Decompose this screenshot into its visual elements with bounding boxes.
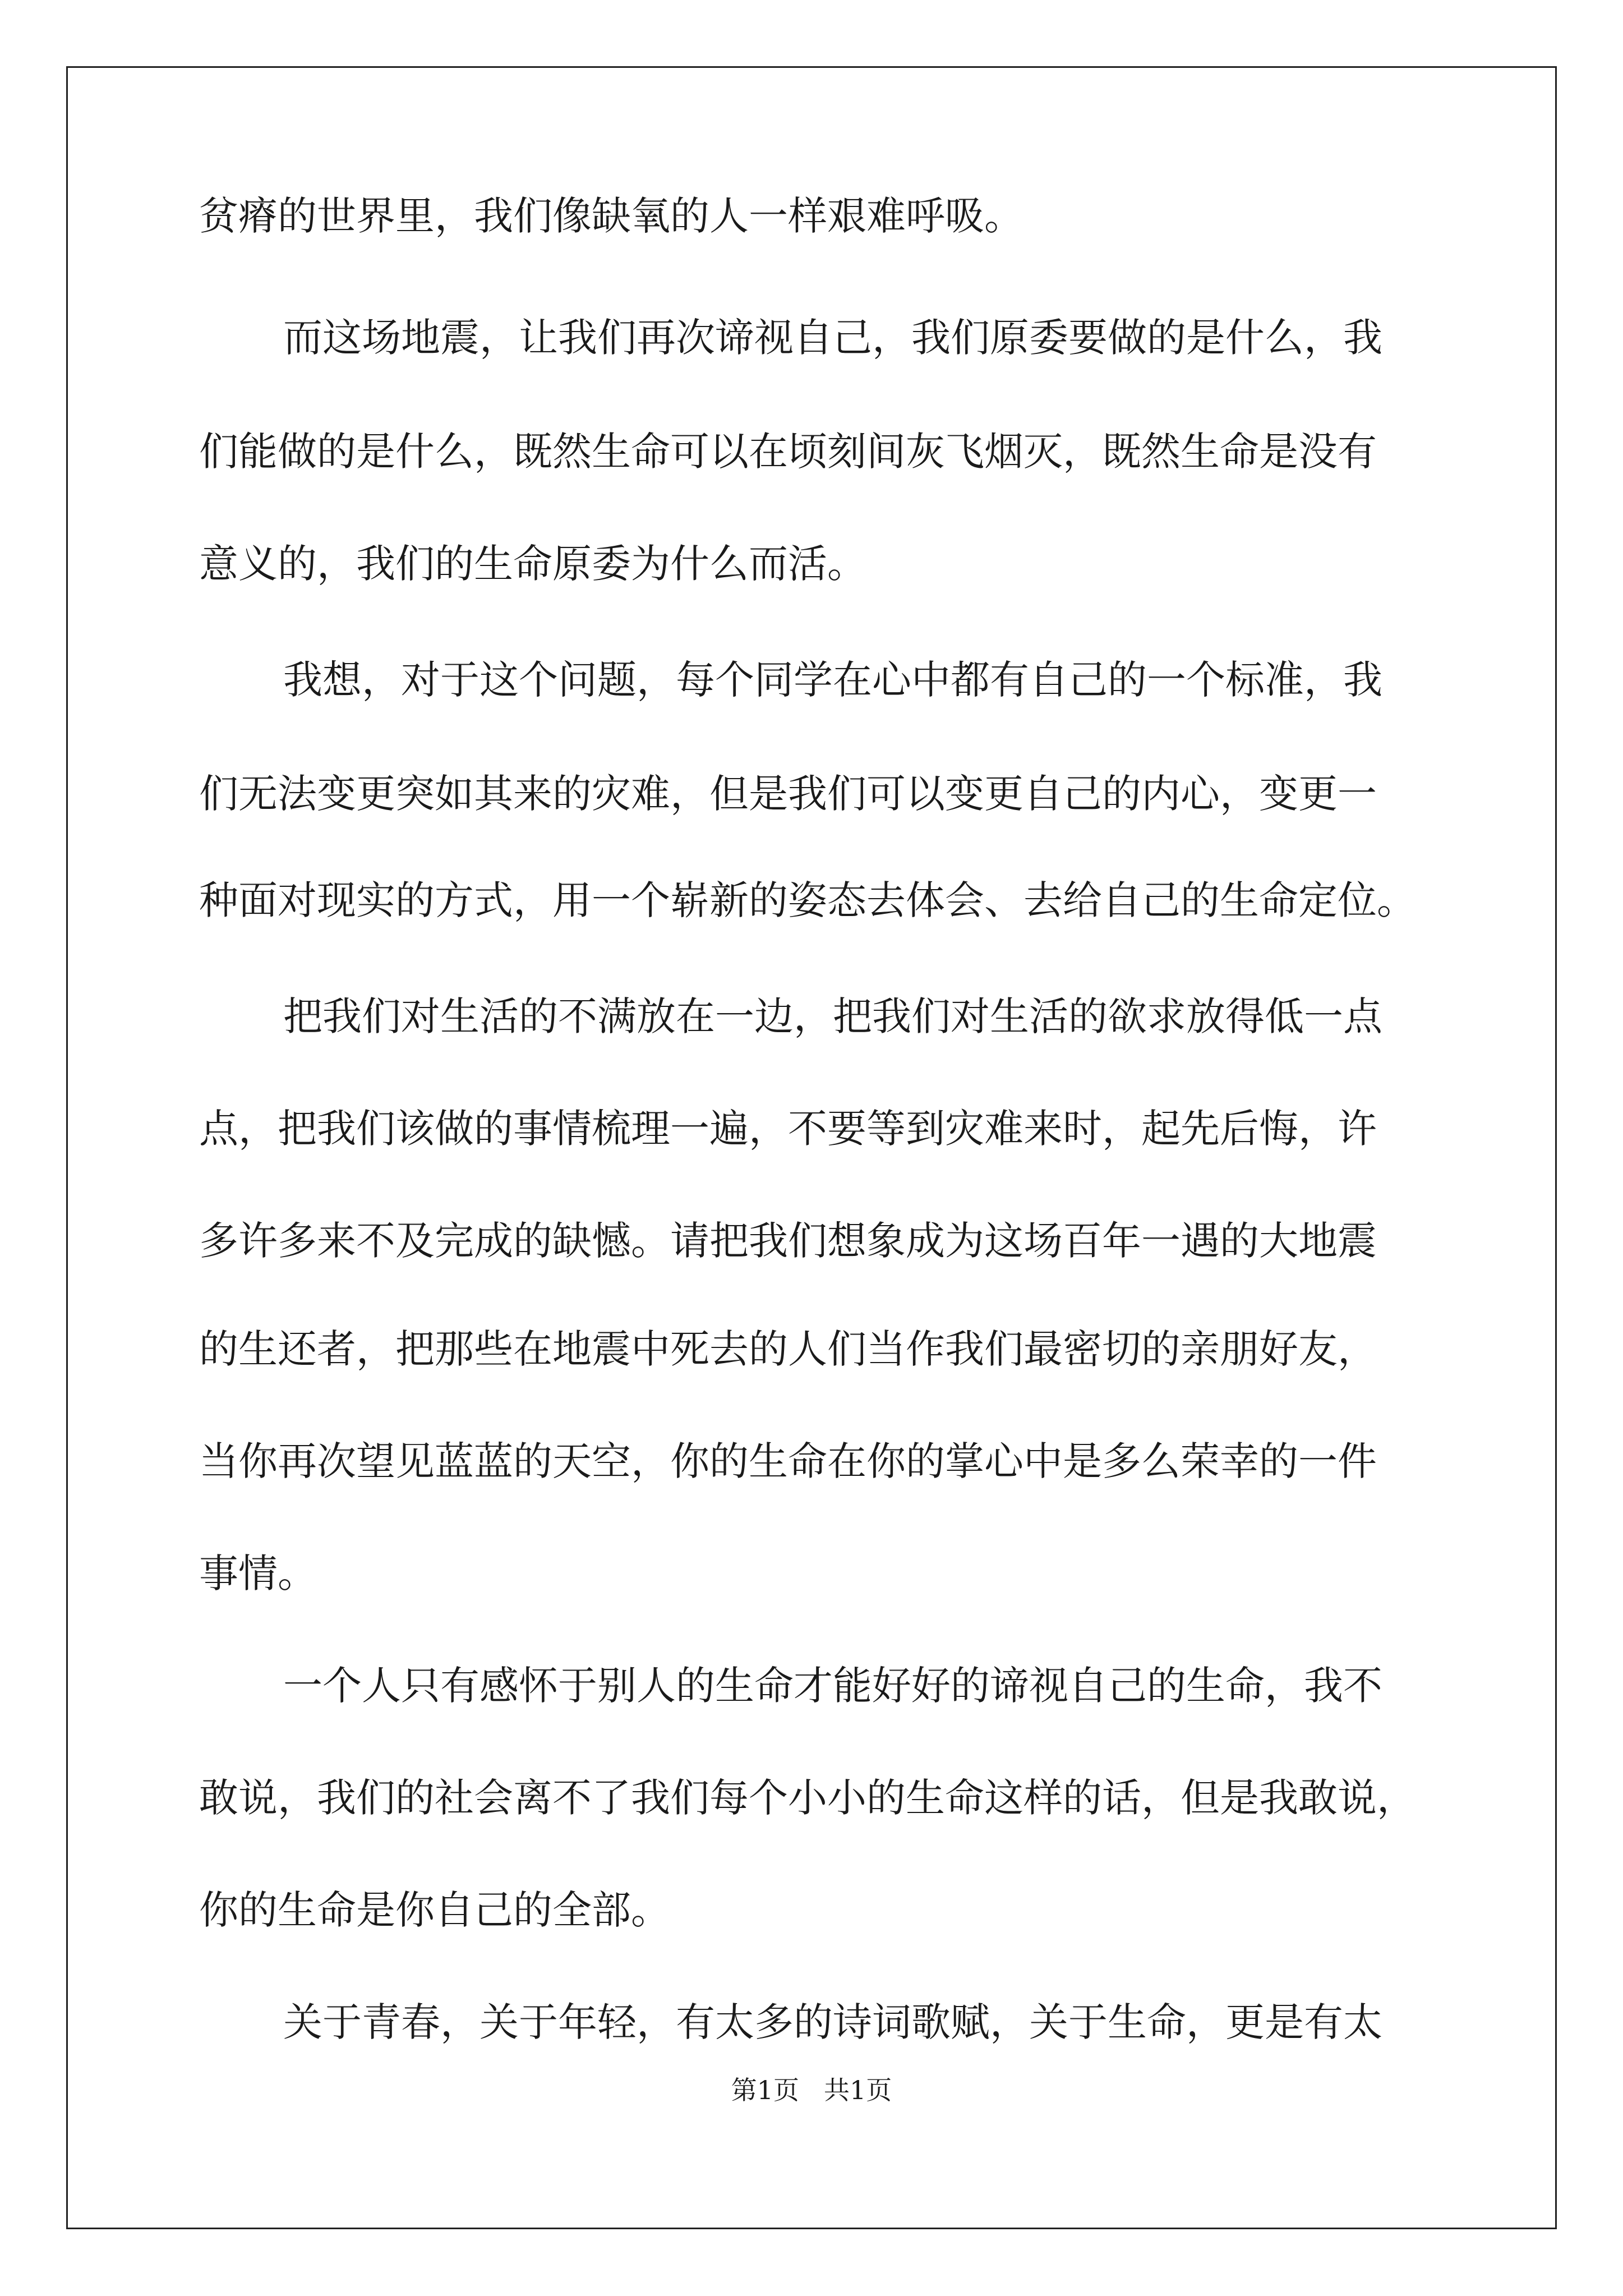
- text-line: 敢说，我们的社会离不了我们每个小小的生命这样的话，但是我敢说，: [199, 1775, 1416, 1821]
- text-line: 一个人只有感怀于别人的生命才能好好的谛视自己的生命，我不: [283, 1663, 1382, 1709]
- text-line: 们能做的是什么，既然生命可以在顷刻间灰飞烟灭，既然生命是没有: [199, 429, 1377, 475]
- text-line: 而这场地震，让我们再次谛视自己，我们原委要做的是什么，我: [283, 315, 1382, 361]
- text-line: 我想，对于这个问题，每个同学在心中都有自己的一个标准，我: [283, 657, 1382, 703]
- text-line: 当你再次望见蓝蓝的天空，你的生命在你的掌心中是多么荣幸的一件: [199, 1438, 1377, 1484]
- page-total: 共1页: [823, 2075, 892, 2105]
- text-line: 多许多来不及完成的缺憾。请把我们想象成为这场百年一遇的大地震: [199, 1218, 1377, 1264]
- text-line: 把我们对生活的不满放在一边，把我们对生活的欲求放得低一点: [283, 993, 1382, 1039]
- text-line: 们无法变更突如其来的灾难，但是我们可以变更自己的内心，变更一: [199, 771, 1377, 817]
- text-line: 点，把我们该做的事情梳理一遍，不要等到灾难来时，起先后悔，许: [199, 1106, 1377, 1152]
- text-line: 种面对现实的方式，用一个崭新的姿态去体会、去给自己的生命定位。: [199, 877, 1416, 923]
- text-line: 事情。: [199, 1550, 317, 1596]
- text-line: 贫瘠的世界里，我们像缺氧的人一样艰难呼吸。: [199, 193, 1023, 239]
- page-footer: [0, 2070, 1623, 2107]
- text-line: 关于青春，关于年轻，有太多的诗词歌赋，关于生命，更是有太: [283, 1999, 1382, 2045]
- text-line: 你的生命是你自己的全部。: [199, 1887, 670, 1933]
- text-line: 意义的，我们的生命原委为什么而活。: [199, 541, 866, 587]
- page-number: 第1页: [731, 2075, 800, 2105]
- text-line: 的生还者，把那些在地震中死去的人们当作我们最密切的亲朋好友，: [199, 1326, 1377, 1372]
